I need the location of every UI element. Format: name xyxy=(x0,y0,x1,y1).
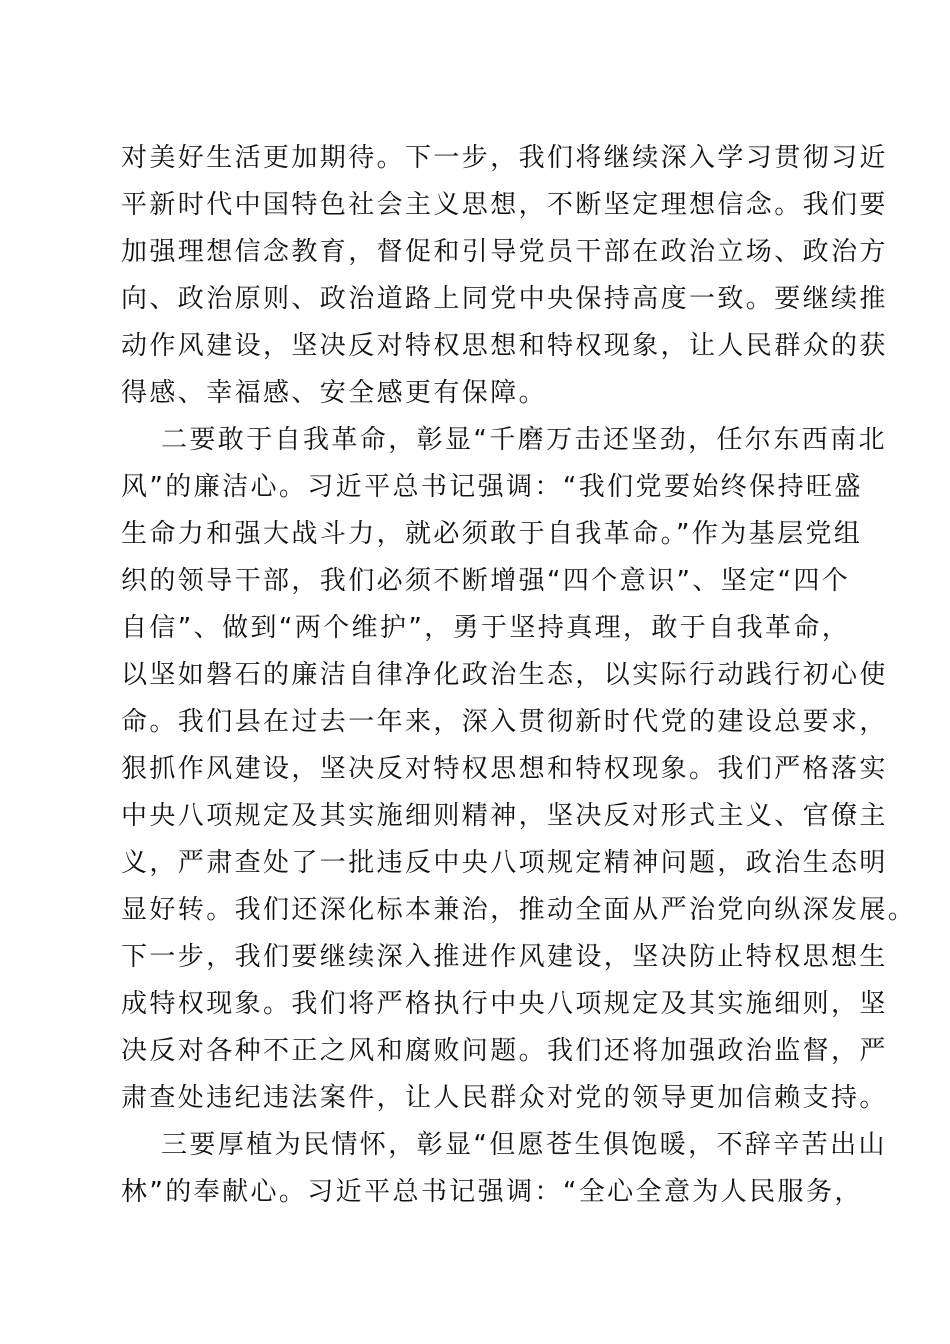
paragraph-first-line: 二要敢于自我革命，彰显“千磨万击还坚劲，任尔东西南北 xyxy=(161,425,887,455)
text-line: 自信”、做到“两个维护”，勇于坚持真理，敢于自我革命， xyxy=(121,613,851,643)
text-line: 下一步，我们要继续深入推进作风建设，坚决防止特权思想生 xyxy=(121,942,888,972)
text-line: 得感、幸福感、安全感更有保障。 xyxy=(121,378,548,408)
text-line: 林”的奉献心。习近平总书记强调：“全心全意为人民服务， xyxy=(121,1177,863,1207)
text-line: 中央八项规定及其实施细则精神，坚决反对形式主义、官僚主 xyxy=(121,801,888,831)
text-line: 命。我们县在过去一年来，深入贯彻新时代党的建设总要求， xyxy=(121,707,888,737)
text-line: 狠抓作风建设，坚决反对特权思想和特权现象。我们严格落实 xyxy=(121,754,888,784)
text-line: 成特权现象。我们将严格执行中央八项规定及其实施细则，坚 xyxy=(121,989,888,1019)
text-line: 义，严肃查处了一批违反中央八项规定精神问题，政治生态明 xyxy=(121,848,888,878)
text-line: 以坚如磐石的廉洁自律净化政治生态，以实际行动践行初心使 xyxy=(121,660,888,690)
text-line: 肃查处违纪违法案件，让人民群众对党的领导更加信赖支持。 xyxy=(121,1083,888,1113)
paragraph-first-line: 三要厚植为民情怀，彰显“但愿苍生俱饱暖，不辞辛苦出山 xyxy=(161,1130,887,1160)
text-line: 向、政治原则、政治道路上同党中央保持高度一致。要继续推 xyxy=(121,284,888,314)
text-line: 平新时代中国特色社会主义思想，不断坚定理想信念。我们要 xyxy=(121,190,888,220)
text-line: 动作风建设，坚决反对特权思想和特权现象，让人民群众的获 xyxy=(121,331,888,361)
text-line: 风”的廉洁心。习近平总书记强调：“我们党要始终保持旺盛 xyxy=(121,472,863,502)
text-line: 显好转。我们还深化标本兼治，推动全面从严治党向纵深发展。 xyxy=(121,895,917,925)
text-line: 加强理想信念教育，督促和引导党员干部在政治立场、政治方 xyxy=(121,237,888,267)
text-line: 对美好生活更加期待。下一步，我们将继续深入学习贯彻习近 xyxy=(121,143,888,173)
text-line: 生命力和强大战斗力，就必须敢于自我革命。”作为基层党组 xyxy=(121,519,863,549)
text-line: 决反对各种不正之风和腐败问题。我们还将加强政治监督，严 xyxy=(121,1036,888,1066)
text-line: 织的领导干部，我们必须不断增强“四个意识”、坚定“四个 xyxy=(121,566,851,596)
